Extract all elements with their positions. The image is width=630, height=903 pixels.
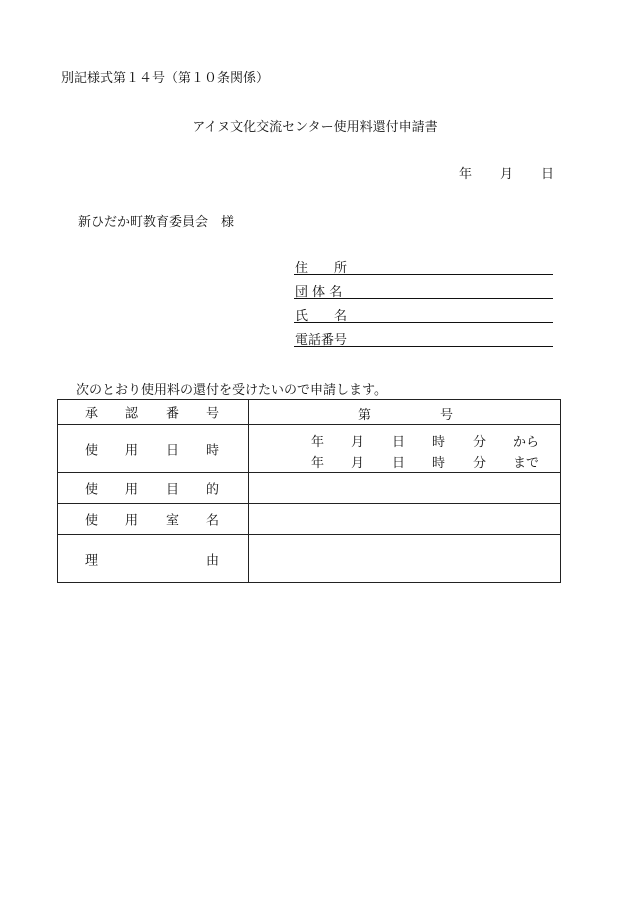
document-title: アイヌ文化交流センター使用料還付申請書 — [192, 120, 438, 135]
to-month: 月 — [351, 456, 365, 471]
refund-application-table — [57, 399, 561, 583]
usage-datetime-row — [58, 425, 561, 473]
approval-number-value[interactable] — [249, 400, 561, 425]
to-suffix: まで — [513, 456, 540, 471]
phone-field[interactable] — [294, 328, 553, 347]
phone-label: 電話番号 — [295, 333, 348, 348]
name-label: 氏 名 — [295, 309, 348, 324]
form-number: 別記様式第１４号（第１０条関係） — [61, 71, 270, 86]
group-name-field[interactable] — [294, 280, 553, 299]
label-char: 用 — [125, 513, 139, 529]
to-year: 年 — [311, 456, 325, 471]
label-char: 認 — [125, 406, 139, 422]
label-char: 承 — [85, 406, 99, 422]
label-char: 理 — [85, 553, 99, 568]
usage-purpose-label — [58, 473, 249, 504]
to-minute: 分 — [473, 456, 487, 471]
to-hour: 時 — [432, 456, 446, 471]
intro-text: 次のとおり使用料の還付を受けたいので申請します。 — [76, 383, 387, 398]
label-char: 号 — [206, 406, 220, 422]
label-char: 使 — [85, 443, 99, 458]
usage-purpose-value[interactable] — [249, 473, 561, 504]
label-char: 使 — [85, 513, 99, 529]
group-name-label: 団 体 名 — [295, 285, 343, 300]
label-char: 名 — [206, 513, 220, 529]
label-char: 由 — [206, 553, 220, 568]
reason-label — [58, 535, 249, 583]
approval-number-row — [58, 400, 561, 425]
approval-suffix: 号 — [440, 408, 454, 423]
from-minute: 分 — [473, 435, 487, 450]
name-field[interactable] — [294, 304, 553, 323]
from-day: 日 — [392, 435, 406, 450]
label-char: 的 — [206, 482, 220, 498]
from-month: 月 — [351, 435, 365, 450]
label-char: 目 — [166, 482, 180, 498]
from-hour: 時 — [432, 435, 446, 450]
room-name-row — [58, 504, 561, 535]
date-month-label: 月 — [500, 167, 514, 182]
approval-number-label — [58, 400, 249, 425]
from-year: 年 — [311, 435, 325, 450]
label-char: 番 — [166, 406, 180, 422]
label-char: 用 — [125, 443, 139, 458]
label-char: 日 — [166, 443, 180, 458]
usage-datetime-label — [58, 425, 249, 473]
usage-datetime-value[interactable] — [249, 425, 561, 473]
label-char: 時 — [206, 443, 220, 458]
date-day-label: 日 — [541, 167, 555, 182]
address-label: 住 所 — [295, 261, 348, 276]
label-char: 使 — [85, 482, 99, 498]
room-name-label — [58, 504, 249, 535]
usage-purpose-row — [58, 473, 561, 504]
reason-row — [58, 535, 561, 583]
label-char: 室 — [166, 513, 180, 529]
date-year-label: 年 — [459, 167, 473, 182]
room-name-value[interactable] — [249, 504, 561, 535]
reason-value[interactable] — [249, 535, 561, 583]
from-suffix: から — [513, 435, 540, 450]
approval-prefix: 第 — [358, 408, 372, 423]
address-field[interactable] — [294, 256, 553, 275]
to-day: 日 — [392, 456, 406, 471]
addressee: 新ひだか町教育委員会 様 — [78, 215, 235, 230]
label-char: 用 — [125, 482, 139, 498]
